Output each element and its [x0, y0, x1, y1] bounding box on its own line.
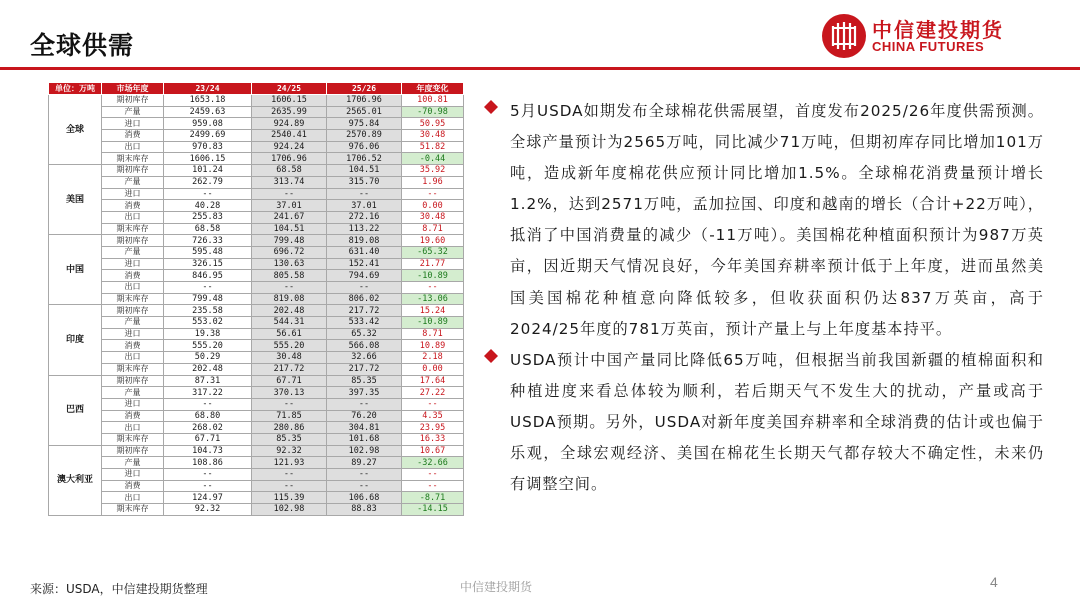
annual-change-cell: 0.00 — [402, 200, 464, 212]
value-2425-cell: 217.72 — [252, 363, 327, 375]
header-divider — [0, 67, 1080, 70]
value-2526-cell: 217.72 — [327, 363, 402, 375]
value-2324-cell: -- — [164, 282, 252, 294]
annual-change-cell: 30.48 — [402, 130, 464, 142]
value-2324-cell: 970.83 — [164, 141, 252, 153]
category-cell: 期末库存 — [102, 223, 164, 235]
value-2526-cell: 85.35 — [327, 375, 402, 387]
category-cell: 进口 — [102, 258, 164, 270]
value-2526-cell: 217.72 — [327, 305, 402, 317]
value-2425-cell: -- — [252, 469, 327, 481]
annual-change-cell: -32.66 — [402, 457, 464, 469]
table-row — [49, 492, 464, 504]
value-2526-cell: 152.41 — [327, 258, 402, 270]
value-2324-cell: 104.73 — [164, 445, 252, 457]
table-row — [49, 223, 464, 235]
annual-change-cell: 8.71 — [402, 223, 464, 235]
value-2526-cell: 102.98 — [327, 445, 402, 457]
value-2324-cell: 326.15 — [164, 258, 252, 270]
value-2324-cell: 726.33 — [164, 235, 252, 247]
value-2324-cell: 40.28 — [164, 200, 252, 212]
value-2324-cell: -- — [164, 398, 252, 410]
value-2324-cell: 101.24 — [164, 165, 252, 177]
value-2526-cell: 65.32 — [327, 328, 402, 340]
value-2526-cell: 806.02 — [327, 293, 402, 305]
value-2526-cell: 819.08 — [327, 235, 402, 247]
category-cell: 消费 — [102, 200, 164, 212]
table-row — [49, 200, 464, 212]
annual-change-cell: 15.24 — [402, 305, 464, 317]
region-cell: 澳大利亚 — [49, 445, 102, 515]
value-2526-cell: 76.20 — [327, 410, 402, 422]
value-2425-cell: 280.86 — [252, 422, 327, 434]
value-2324-cell: 67.71 — [164, 433, 252, 445]
table-row — [49, 352, 464, 364]
bullet-text: 5月USDA如期发布全球棉花供需展望，首度发布2025/26年度供需预测。全球产量预计为2565万吨，同比减少71万吨，但期初库存同比增加101万吨，造成新年度棉花供应预计同比增加1.5%。全球棉花消费量预计增长1.2%，达到2571万吨，孟加拉国、印度和越南的增长（合计+22万吨），抵消了中国消费量的减少（-11万吨）。美国棉花种植面积预计为987万英亩，因近期天气情况良好，今年美国弃耕率预计低于上年度，进而虽然美国美国棉花种植意向降低较多，但收获面积仍达837万英亩，高于2024/25年度的781万英亩，预计产量上与上年度基本持平。 — [510, 102, 1044, 338]
value-2324-cell: 255.83 — [164, 211, 252, 223]
value-2425-cell: 102.98 — [252, 504, 327, 516]
region-cell: 全球 — [49, 95, 102, 165]
company-logo — [822, 14, 1062, 58]
value-2425-cell: 202.48 — [252, 305, 327, 317]
value-2425-cell: 555.20 — [252, 340, 327, 352]
annual-change-cell: 10.89 — [402, 340, 464, 352]
value-2526-cell: 272.16 — [327, 211, 402, 223]
annual-change-cell: 1.96 — [402, 176, 464, 188]
supply-demand-table-wrapper — [48, 82, 463, 516]
annual-change-cell: -14.15 — [402, 504, 464, 516]
category-cell: 期初库存 — [102, 95, 164, 107]
analysis-bullets — [484, 96, 1044, 500]
category-cell: 消费 — [102, 270, 164, 282]
table-row — [49, 211, 464, 223]
table-row — [49, 235, 464, 247]
value-2425-cell: 2540.41 — [252, 130, 327, 142]
value-2425-cell: 370.13 — [252, 387, 327, 399]
table-row — [49, 246, 464, 258]
value-2425-cell: 2635.99 — [252, 106, 327, 118]
value-2324-cell: 1606.15 — [164, 153, 252, 165]
annual-change-cell: 30.48 — [402, 211, 464, 223]
value-2526-cell: 1706.96 — [327, 95, 402, 107]
annual-change-cell: 100.81 — [402, 95, 464, 107]
annual-change-cell: -0.44 — [402, 153, 464, 165]
annual-change-cell: 0.00 — [402, 363, 464, 375]
annual-change-cell: 8.71 — [402, 328, 464, 340]
table-row — [49, 398, 464, 410]
table-row — [49, 469, 464, 481]
value-2425-cell: 115.39 — [252, 492, 327, 504]
value-2526-cell: 89.27 — [327, 457, 402, 469]
value-2526-cell: 976.06 — [327, 141, 402, 153]
value-2324-cell: -- — [164, 188, 252, 200]
value-2526-cell: 631.40 — [327, 246, 402, 258]
category-cell: 产量 — [102, 317, 164, 329]
annual-change-cell: 19.60 — [402, 235, 464, 247]
value-2526-cell: -- — [327, 398, 402, 410]
value-2324-cell: 595.48 — [164, 246, 252, 258]
value-2324-cell: 268.02 — [164, 422, 252, 434]
annual-change-cell: -70.98 — [402, 106, 464, 118]
table-row — [49, 258, 464, 270]
value-2324-cell: 555.20 — [164, 340, 252, 352]
value-2425-cell: -- — [252, 282, 327, 294]
region-cell: 巴西 — [49, 375, 102, 445]
value-2425-cell: -- — [252, 188, 327, 200]
value-2324-cell: -- — [164, 480, 252, 492]
table-row — [49, 317, 464, 329]
category-cell: 进口 — [102, 398, 164, 410]
value-2425-cell: 924.24 — [252, 141, 327, 153]
annual-change-cell: -- — [402, 398, 464, 410]
table-row — [49, 422, 464, 434]
table-row — [49, 95, 464, 107]
value-2324-cell: 50.29 — [164, 352, 252, 364]
value-2526-cell: 794.69 — [327, 270, 402, 282]
value-2324-cell: 317.22 — [164, 387, 252, 399]
table-row — [49, 106, 464, 118]
value-2425-cell: 56.61 — [252, 328, 327, 340]
table-row — [49, 141, 464, 153]
value-2526-cell: 315.70 — [327, 176, 402, 188]
value-2324-cell: 1653.18 — [164, 95, 252, 107]
value-2425-cell: 85.35 — [252, 433, 327, 445]
annual-change-cell: 51.82 — [402, 141, 464, 153]
value-2324-cell: 553.02 — [164, 317, 252, 329]
region-cell: 中国 — [49, 235, 102, 305]
category-cell: 期末库存 — [102, 433, 164, 445]
value-2324-cell: 846.95 — [164, 270, 252, 282]
annual-change-cell: 50.95 — [402, 118, 464, 130]
category-cell: 期初库存 — [102, 235, 164, 247]
supply-demand-table — [48, 82, 464, 516]
value-2324-cell: 235.58 — [164, 305, 252, 317]
value-2526-cell: 106.68 — [327, 492, 402, 504]
category-cell: 产量 — [102, 246, 164, 258]
annual-change-cell: 10.67 — [402, 445, 464, 457]
annual-change-cell: 4.35 — [402, 410, 464, 422]
table-row — [49, 153, 464, 165]
annual-change-cell: -65.32 — [402, 246, 464, 258]
value-2526-cell: 2570.89 — [327, 130, 402, 142]
value-2425-cell: 104.51 — [252, 223, 327, 235]
table-row — [49, 282, 464, 294]
value-2324-cell: 2499.69 — [164, 130, 252, 142]
value-2425-cell: 130.63 — [252, 258, 327, 270]
category-cell: 产量 — [102, 176, 164, 188]
value-2425-cell: 121.93 — [252, 457, 327, 469]
value-2526-cell: -- — [327, 188, 402, 200]
value-2526-cell: 566.08 — [327, 340, 402, 352]
table-row — [49, 165, 464, 177]
logo-cn-text: 中信建投期货 — [872, 18, 1004, 42]
table-row — [49, 130, 464, 142]
value-2324-cell: 2459.63 — [164, 106, 252, 118]
category-cell: 出口 — [102, 211, 164, 223]
annual-change-cell: 17.64 — [402, 375, 464, 387]
value-2324-cell: 124.97 — [164, 492, 252, 504]
value-2324-cell: 202.48 — [164, 363, 252, 375]
category-cell: 消费 — [102, 410, 164, 422]
category-cell: 出口 — [102, 141, 164, 153]
value-2526-cell: 104.51 — [327, 165, 402, 177]
annual-change-cell: -- — [402, 469, 464, 481]
value-2324-cell: 959.08 — [164, 118, 252, 130]
value-2324-cell: 19.38 — [164, 328, 252, 340]
value-2324-cell: 87.31 — [164, 375, 252, 387]
value-2526-cell: 304.81 — [327, 422, 402, 434]
region-cell: 印度 — [49, 305, 102, 375]
table-row — [49, 176, 464, 188]
category-cell: 期初库存 — [102, 445, 164, 457]
category-cell: 期末库存 — [102, 363, 164, 375]
table-row — [49, 480, 464, 492]
category-cell: 出口 — [102, 282, 164, 294]
header-annual-change: 年度变化 — [402, 83, 464, 95]
logo-emblem-icon — [822, 14, 866, 58]
value-2324-cell: 68.58 — [164, 223, 252, 235]
annual-change-cell: 23.95 — [402, 422, 464, 434]
value-2526-cell: 32.66 — [327, 352, 402, 364]
category-cell: 进口 — [102, 118, 164, 130]
annual-change-cell: -- — [402, 282, 464, 294]
bullet-text: USDA预计中国产量同比降低65万吨，但根据当前我国新疆的植棉面积和种植进度来看总体较为顺利，若后期天气不发生大的扰动，产量或高于USDA预期。另外，USDA对新年度美国弃耕率和全球消费的估计或也偏于乐观，全球宏观经济、美国在棉花生长期天气都存较大不确定性，未来仍有调整空间。 — [510, 350, 1044, 494]
value-2425-cell: 241.67 — [252, 211, 327, 223]
table-row — [49, 375, 464, 387]
value-2425-cell: 805.58 — [252, 270, 327, 282]
category-cell: 消费 — [102, 480, 164, 492]
value-2526-cell: 975.84 — [327, 118, 402, 130]
diamond-bullet-icon — [484, 349, 504, 369]
value-2526-cell: 1706.52 — [327, 153, 402, 165]
annual-change-cell: 21.77 — [402, 258, 464, 270]
value-2425-cell: 544.31 — [252, 317, 327, 329]
table-row — [49, 387, 464, 399]
table-row — [49, 445, 464, 457]
category-cell: 期初库存 — [102, 305, 164, 317]
table-row — [49, 305, 464, 317]
value-2425-cell: -- — [252, 398, 327, 410]
table-row — [49, 188, 464, 200]
category-cell: 期初库存 — [102, 165, 164, 177]
value-2425-cell: 1606.15 — [252, 95, 327, 107]
value-2324-cell: 92.32 — [164, 504, 252, 516]
category-cell: 产量 — [102, 106, 164, 118]
category-cell: 期初库存 — [102, 375, 164, 387]
value-2425-cell: 924.89 — [252, 118, 327, 130]
table-row — [49, 270, 464, 282]
header-2324: 23/24 — [164, 83, 252, 95]
table-row — [49, 293, 464, 305]
value-2425-cell: 819.08 — [252, 293, 327, 305]
value-2324-cell: 799.48 — [164, 293, 252, 305]
value-2425-cell: 71.85 — [252, 410, 327, 422]
category-cell: 出口 — [102, 352, 164, 364]
value-2526-cell: 88.83 — [327, 504, 402, 516]
header-unit: 单位：万吨 — [49, 83, 102, 95]
page-title: 全球供需 — [30, 31, 135, 60]
value-2526-cell: 113.22 — [327, 223, 402, 235]
annual-change-cell: 35.92 — [402, 165, 464, 177]
value-2324-cell: 68.80 — [164, 410, 252, 422]
table-row — [49, 504, 464, 516]
category-cell: 产量 — [102, 457, 164, 469]
table-row — [49, 457, 464, 469]
annual-change-cell: 2.18 — [402, 352, 464, 364]
annual-change-cell: -8.71 — [402, 492, 464, 504]
table-row — [49, 410, 464, 422]
table-row — [49, 340, 464, 352]
category-cell: 出口 — [102, 422, 164, 434]
annual-change-cell: -- — [402, 480, 464, 492]
category-cell: 期末库存 — [102, 153, 164, 165]
value-2425-cell: 68.58 — [252, 165, 327, 177]
category-cell: 进口 — [102, 469, 164, 481]
value-2425-cell: 67.71 — [252, 375, 327, 387]
value-2425-cell: 313.74 — [252, 176, 327, 188]
value-2526-cell: -- — [327, 282, 402, 294]
annual-change-cell: -10.89 — [402, 270, 464, 282]
header-2526: 25/26 — [327, 83, 402, 95]
value-2425-cell: 30.48 — [252, 352, 327, 364]
table-header-row — [49, 83, 464, 95]
value-2425-cell: 37.01 — [252, 200, 327, 212]
value-2425-cell: 696.72 — [252, 246, 327, 258]
header-market-year: 市场年度 — [102, 83, 164, 95]
value-2526-cell: 37.01 — [327, 200, 402, 212]
bullet-item — [484, 96, 1044, 345]
value-2324-cell: 262.79 — [164, 176, 252, 188]
value-2324-cell: -- — [164, 469, 252, 481]
region-cell: 美国 — [49, 165, 102, 235]
table-row — [49, 363, 464, 375]
category-cell: 期末库存 — [102, 293, 164, 305]
category-cell: 期末库存 — [102, 504, 164, 516]
value-2324-cell: 108.86 — [164, 457, 252, 469]
value-2526-cell: -- — [327, 480, 402, 492]
header-2425: 24/25 — [252, 83, 327, 95]
value-2526-cell: 397.35 — [327, 387, 402, 399]
value-2425-cell: 799.48 — [252, 235, 327, 247]
value-2526-cell: -- — [327, 469, 402, 481]
value-2425-cell: 1706.96 — [252, 153, 327, 165]
footer-brand: 中信建投期货 — [460, 580, 533, 594]
source-note: 来源：USDA，中信建投期货整理 — [30, 582, 208, 596]
category-cell: 进口 — [102, 328, 164, 340]
category-cell: 消费 — [102, 340, 164, 352]
value-2526-cell: 533.42 — [327, 317, 402, 329]
annual-change-cell: -13.06 — [402, 293, 464, 305]
category-cell: 产量 — [102, 387, 164, 399]
diamond-bullet-icon — [484, 100, 504, 120]
bullet-item — [484, 345, 1044, 500]
annual-change-cell: -10.89 — [402, 317, 464, 329]
table-row — [49, 328, 464, 340]
value-2526-cell: 101.68 — [327, 433, 402, 445]
category-cell: 进口 — [102, 188, 164, 200]
value-2526-cell: 2565.01 — [327, 106, 402, 118]
annual-change-cell: -- — [402, 188, 464, 200]
table-row — [49, 118, 464, 130]
category-cell: 消费 — [102, 130, 164, 142]
page-number: 4 — [990, 574, 998, 590]
value-2425-cell: 92.32 — [252, 445, 327, 457]
category-cell: 出口 — [102, 492, 164, 504]
annual-change-cell: 16.33 — [402, 433, 464, 445]
value-2425-cell: -- — [252, 480, 327, 492]
logo-en-text: CHINA FUTURES — [872, 39, 985, 54]
table-row — [49, 433, 464, 445]
annual-change-cell: 27.22 — [402, 387, 464, 399]
